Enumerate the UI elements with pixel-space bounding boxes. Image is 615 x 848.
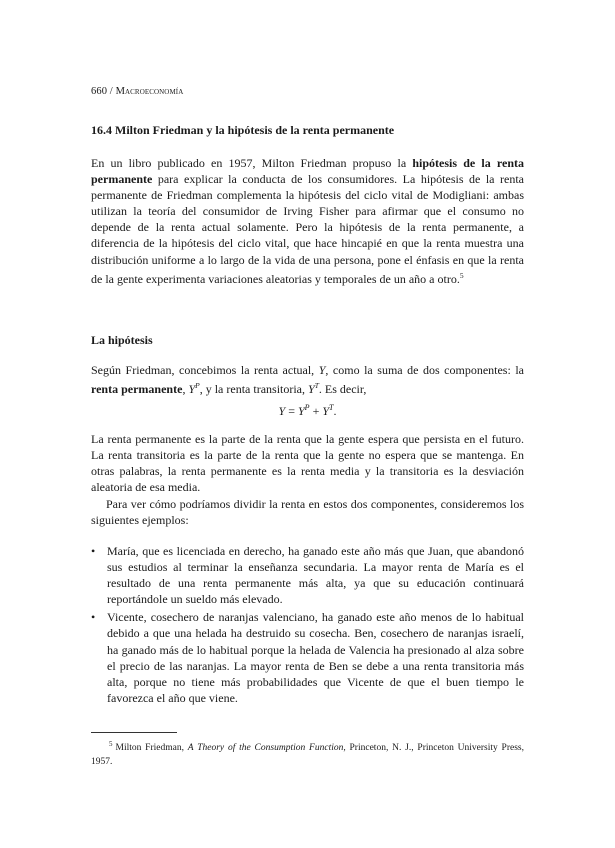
var-yp-base: Y — [188, 382, 196, 397]
definition-key-term: renta permanente — [91, 382, 183, 397]
footnote-reference[interactable]: 5 — [459, 270, 464, 280]
list-item — [91, 543, 524, 607]
income-equation — [91, 403, 524, 419]
examples-list — [91, 543, 524, 708]
definition-text-3: , — [182, 382, 189, 397]
eq-term2-sup: T — [329, 403, 334, 412]
definition-text-4: , y la renta transitoria, — [199, 382, 309, 397]
intro-text-2: para explicar la conducta de los consumidores. La hipótesis de la renta permanente de Friedman complementa la hipótesis del ciclo vital de Modigliani: ambas utilizan la teoría del consumidor de Irving Fisher para afirmar que el consumo no depende de la renta actual solamente. Pero la hipótesis de la renta permanente, a diferencia de la hipótesis del ciclo vital, que hace hincapié en que la renta muestra una distribución uniforme a lo largo de la vida de una persona, pone el énfasis en que la renta de la gente experimenta variaciones aleatorias y temporales de un año a otro. — [91, 172, 524, 286]
var-y: Y — [318, 363, 326, 377]
eq-plus: + — [309, 404, 323, 418]
page-number: 660 — [91, 86, 108, 97]
footnote-book-title: A Theory of the Consumption Function — [187, 743, 344, 754]
eq-term1-sup: P — [304, 403, 310, 412]
var-yt-base: Y — [308, 382, 315, 397]
intro-key-term: hipótesis de la renta permanente — [91, 156, 524, 187]
running-head — [91, 86, 183, 97]
section-number: 16.4 — [91, 123, 112, 137]
var-yp-sup: P — [195, 381, 200, 391]
definition-text-1: Según Friedman, concebimos la renta actual, — [91, 363, 319, 377]
eq-term1-base: Y — [297, 404, 305, 418]
footnote-number: 5 — [109, 740, 113, 748]
footnote-author: Milton Friedman, — [115, 743, 188, 754]
book-title: Macroeconomía — [115, 86, 184, 97]
footnote — [91, 738, 524, 769]
section-title: Milton Friedman y la hipótesis de la renta permanente — [115, 123, 395, 137]
intro-text-1: En un libro publicado en 1957, Milton Friedman propuso la — [91, 156, 413, 170]
eq-equals: = — [285, 404, 298, 418]
examples-intro-paragraph: Para ver cómo podríamos dividir la renta en estos dos componentes, consideremos los siguientes ejemplos: — [91, 497, 524, 528]
list-item-text: María, que es licenciada en derecho, ha ganado este año más que Juan, que abandonó sus estudios al terminar la enseñanza secundaria. La mayor renta de María es el resultado de una renta permanente más alta, ya que su educación continuará reportándole un sueldo más elevado. — [107, 544, 524, 607]
bullet-icon: • — [91, 610, 96, 625]
intro-paragraph — [91, 155, 524, 287]
definition-text-5: . Es decir, — [318, 382, 367, 397]
eq-lhs: Y — [278, 404, 286, 418]
list-item — [91, 609, 524, 706]
header-separator: / — [109, 86, 113, 97]
section-heading — [91, 123, 394, 138]
var-yt-sup: T — [314, 381, 319, 391]
eq-term2-base: Y — [322, 404, 330, 418]
list-item-text: Vicente, cosechero de naranjas valenciano, ha ganado este año menos de lo habitual debido a que una helada ha destruido su cosecha. Ben, cosechero de naranjas israelí, ha ganado más de lo habitual porque la helada de Valencia ha presionado al alza sobre el precio de las naranjas. La mayor renta de Ben se debe a una renta transitoria más alta, porque no tiene más probabilidades que Vicente de que el buen tiempo le favorezca el año que viene. — [107, 610, 524, 705]
definition-text-2: , como la suma de dos componentes: la — [325, 363, 524, 377]
footnote-divider — [91, 732, 177, 733]
definition-paragraph — [91, 362, 524, 397]
subsection-heading: La hipótesis — [91, 333, 153, 347]
explanation-paragraph: La renta permanente es la parte de la renta que la gente espera que persista en el futuro. La renta transitoria es la parte de la renta que la gente no espera que se mantenga. En otras palabras, la renta permanente es la renta media y la transitoria es la desviación aleatoria de esa media. — [91, 432, 524, 495]
eq-end: . — [333, 404, 337, 418]
bullet-icon: • — [91, 544, 96, 558]
footnote-publication: , Princeton, N. J., Princeton University Press, 1957. — [91, 743, 524, 767]
